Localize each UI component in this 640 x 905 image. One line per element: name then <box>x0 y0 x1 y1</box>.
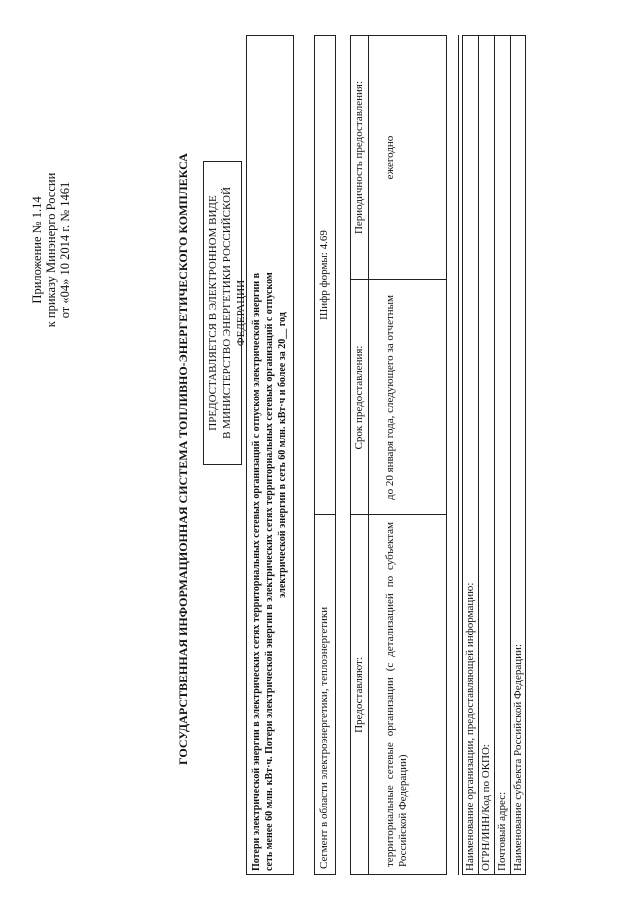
table-header-deadline: Срок предоставления: <box>353 345 365 450</box>
table-header-divider <box>368 35 369 875</box>
appendix-reference <box>30 120 72 380</box>
form-title-line2: сеть менее 60 млн. кВт·ч. Потери электрической энергии в электрических сетях территориальных сетевых организаций с отпуском <box>264 272 275 871</box>
submission-header-line2: В МИНИСТЕРСТВО ЭНЕРГЕТИКИ РОССИЙСКОЙ ФЕДЕРАЦИИ <box>221 187 247 439</box>
footer-divider-2 <box>494 35 495 875</box>
submission-header-line1: ПРЕДОСТАВЛЯЕТСЯ В ЭЛЕКТРОННОМ ВИДЕ <box>207 195 219 431</box>
form-title <box>250 39 289 871</box>
footer-field-organization: Наименование организации, предоставляющей информацию: <box>464 582 476 871</box>
footer-divider-1 <box>478 35 479 875</box>
table-header-frequency: Периодичность предоставления: <box>353 80 365 235</box>
segment-label: Сегмент в области электроэнергетики, теплоэнергетики <box>318 606 330 869</box>
footer-top-line <box>458 35 459 875</box>
submission-header <box>206 161 248 465</box>
footer-field-address: Почтовый адрес: <box>496 791 508 871</box>
table-cell-providers: территориальные сетевые организации (с детализацией по субъектам Российской Федерации) <box>384 522 409 867</box>
table-cell-frequency: ежегодно <box>384 135 396 180</box>
form-code: Шифр формы: 4.69 <box>318 230 330 320</box>
footer-field-ogrn: ОГРН/ИНН/Код по ОКПО: <box>480 744 492 871</box>
footer-field-region: Наименование субъекта Российской Федерации: <box>512 643 524 871</box>
appendix-number: Приложение № 1.14 <box>30 196 44 304</box>
footer-divider-3 <box>510 35 511 875</box>
form-title-line1: Потери электрической энергии в электрических сетях территориальных сетевых организаций с отпуском электрической энергии в <box>251 273 262 871</box>
system-title: ГОСУДАРСТВЕННАЯ ИНФОРМАЦИОННАЯ СИСТЕМА ТОПЛИВНО-ЭНЕРГЕТИЧЕСКОГО КОМПЛЕКСА <box>176 153 190 765</box>
appendix-order: к приказу Минэнерго России <box>44 172 58 328</box>
table-cell-deadline: до 20 января года, следующего за отчетным <box>384 294 396 501</box>
appendix-date: от «04» 10 2014 г. № 1461 <box>58 181 72 319</box>
form-title-line3: электрической энергии в сеть 60 млн. кВт·ч и более за 20__ год <box>277 312 288 598</box>
table-header-providers: Предоставляют: <box>353 657 365 733</box>
